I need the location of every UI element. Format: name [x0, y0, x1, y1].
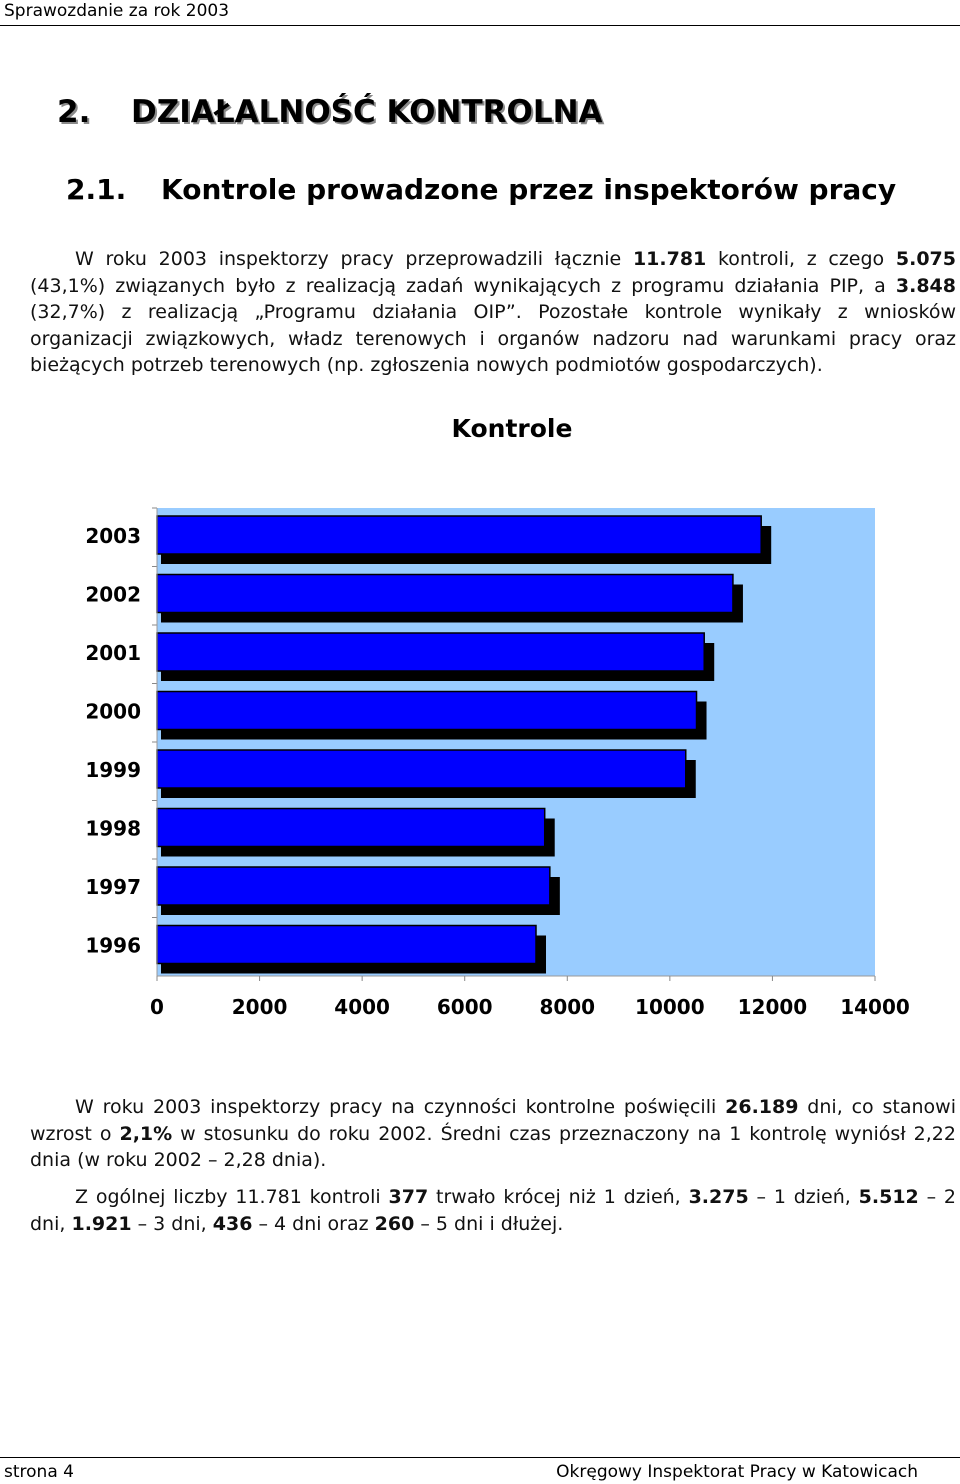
y-tick-label: 2003 — [85, 524, 141, 548]
bar-1999 — [157, 750, 686, 788]
text-run: (32,7%) z realizacją „Programu działania OIP”. Pozostałe kontrole wynikały z wniosków organizacji związkowych, władz terenowych i organów nadzoru nad warunkami pracy oraz bieżących potrzeb terenowych (np. zgłoszenia nowych podmiotów gospodarczych). — [30, 301, 956, 376]
x-tick-label: 8000 — [539, 995, 596, 1019]
bar-2002 — [157, 575, 733, 613]
text-run: W roku 2003 inspektorzy pracy na czynności kontrolne poświęcili — [75, 1096, 726, 1118]
y-tick-label: 2002 — [85, 582, 141, 607]
bold-number: 5.512 — [858, 1186, 919, 1208]
y-tick-label: 1998 — [85, 816, 141, 841]
y-tick-label: 2001 — [85, 641, 141, 665]
bar-1998 — [157, 809, 545, 847]
y-tick-label: 1997 — [85, 875, 141, 899]
bold-number: 26.189 — [725, 1096, 799, 1118]
x-tick-label: 12000 — [737, 995, 808, 1019]
text-run: W roku 2003 inspektorzy pracy przeprowadzili łącznie — [75, 248, 633, 270]
paragraph-duration — [30, 1184, 956, 1237]
text-run: – 4 dni oraz — [252, 1212, 375, 1235]
bold-number: 377 — [388, 1186, 429, 1208]
bar-2001 — [157, 633, 704, 671]
inspections-bar-chart — [0, 470, 960, 1050]
x-tick-label: 4000 — [334, 995, 390, 1019]
footer-organization: Okręgowy Inspektorat Pracy w Katowicach — [556, 1462, 918, 1482]
text-run: – 1 dzień, — [748, 1186, 859, 1208]
text-run: (43,1%) związanych było z realizacją zadań wynikających z programu działania PIP, a — [30, 274, 896, 297]
bold-number: 3.275 — [688, 1186, 749, 1208]
bold-number: 1.921 — [71, 1212, 132, 1235]
page-number: strona 4 — [4, 1462, 74, 1482]
text-run: – 3 dni, — [131, 1212, 213, 1235]
y-tick-label: 2000 — [85, 699, 141, 724]
text-run: trwało krócej niż 1 dzień, — [428, 1186, 689, 1208]
bold-number: 436 — [212, 1212, 253, 1235]
section-title: DZIAŁALNOŚĆ KONTROLNA — [131, 94, 603, 130]
footer-divider — [0, 1457, 960, 1458]
y-tick-label: 1999 — [85, 758, 141, 782]
paragraph-days — [30, 1094, 956, 1174]
x-tick-label: 0 — [150, 995, 164, 1019]
text-run: – 5 dni i dłużej. — [414, 1212, 564, 1235]
subsection-title: Kontrole prowadzone przez inspektorów pracy — [161, 173, 897, 206]
text-run: w stosunku do roku 2002. Średni czas przeznaczony na 1 kontrolę wyniósł 2,22 dnia (w roku 2002 – 2,28 dnia). — [30, 1122, 956, 1171]
text-run: Z ogólnej liczby 11.781 kontroli — [75, 1186, 389, 1208]
bar-1996 — [157, 926, 536, 964]
bar-1997 — [157, 867, 550, 905]
chart-plot-area — [85, 508, 909, 1019]
bar-2003 — [157, 516, 761, 554]
bar-2000 — [157, 692, 697, 730]
header-divider — [0, 25, 960, 26]
section-number: 2. — [57, 94, 91, 130]
text-run: dni, co stanowi wzrost o — [30, 1096, 956, 1145]
x-tick-label: 6000 — [436, 995, 493, 1019]
bold-number: 3.848 — [895, 274, 956, 297]
bold-number: 260 — [374, 1212, 415, 1235]
y-tick-label: 1996 — [85, 933, 141, 958]
text-run: kontroli, z czego — [706, 248, 896, 270]
x-tick-label: 2000 — [231, 995, 288, 1019]
chart-title: Kontrole — [451, 414, 573, 443]
bold-number: 2,1% — [119, 1122, 173, 1145]
paragraph-inspections — [30, 246, 956, 379]
bold-number: 11.781 — [632, 248, 707, 270]
x-tick-label: 10000 — [635, 995, 705, 1019]
running-header-title: Sprawozdanie za rok 2003 — [4, 1, 230, 21]
subsection-number: 2.1. — [66, 173, 127, 206]
bold-number: 5.075 — [895, 248, 956, 270]
x-tick-label: 14000 — [840, 995, 910, 1019]
text-run: – 2 dni, — [30, 1186, 957, 1235]
